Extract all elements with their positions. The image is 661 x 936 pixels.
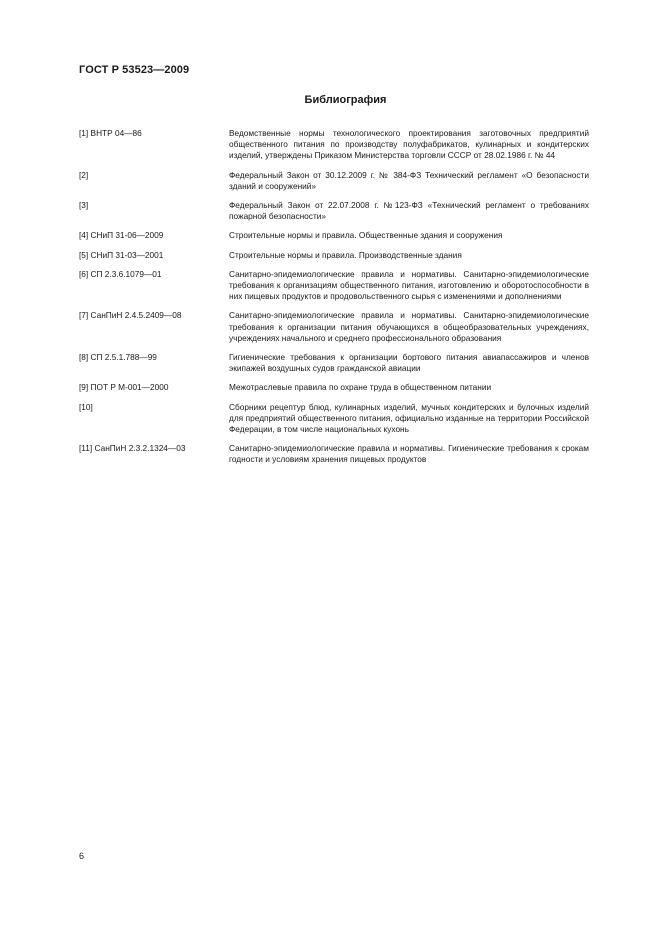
bibliography-description: Ведомственные нормы технологического проектирования заготовочных предприятий общественного питания по производству полуфабрикатов, кулинарных и кондитерских изделий, утверждены Приказом Министерства торговли СССР от 28.02.1986 г. № 44 — [229, 128, 589, 161]
bibliography-entry — [79, 269, 589, 303]
bibliography-description: Санитарно-эпидемиологические правила и нормативы. Санитарно-эпидемиологические требования к организации питания обучающихся в общеобразовательных учреждениях, учреждениях начального и среднего профессионального образования — [229, 310, 589, 343]
bibliography-description: Сборники рецептур блюд, кулинарных изделий, мучных кондитерских и булочных изделий для предприятий общественного питания, официально изданные на территории Российской Федерации, в том числе национальных кухонь — [229, 401, 589, 435]
bibliography-description: Санитарно-эпидемиологические правила и нормативы. Санитарно-эпидемиологические требования к организациям общественного питания, изготовлению и оборотоспособности в них пищевых продуктов и продовольственного сырья с изменениями и дополнениями — [229, 268, 589, 302]
bibliography-description: Федеральный Закон от 30.12.2009 г. № 384-ФЗ Технический регламент «О безопасности зданий и сооружений» — [229, 169, 589, 191]
bibliography-entry — [79, 200, 589, 222]
bibliography-ref: [3] — [79, 200, 89, 211]
bibliography-entry — [79, 310, 589, 344]
bibliography-ref: [2] — [79, 169, 89, 180]
bibliography-ref: [7] СанПиН 2.4.5.2409—08 — [79, 310, 182, 321]
bibliography-entry — [79, 128, 589, 162]
bibliography-ref: [10] — [79, 401, 93, 412]
bibliography-ref: [4] СНиП 31-06—2009 — [79, 230, 164, 241]
document-header: ГОСТ Р 53523—2009 — [79, 64, 190, 76]
bibliography-description: Федеральный Закон от 22.07.2008 г. №123-ФЗ «Технический регламент о требованиях пожарной безопасности» — [229, 200, 589, 222]
bibliography-entry — [79, 382, 589, 393]
bibliography-description: Строительные нормы и правила. Общественные здания и сооружения — [229, 230, 503, 241]
bibliography-ref: [11] СанПиН 2.3.2.1324—03 — [79, 443, 186, 454]
bibliography-entry — [79, 170, 589, 192]
bibliography-ref: [1] ВНТР 04—86 — [79, 128, 142, 138]
bibliography-ref: [5] СНиП 31-03—2001 — [79, 249, 164, 260]
bibliography-entry — [79, 443, 589, 465]
bibliography-entry — [79, 402, 589, 436]
page-number: 6 — [79, 851, 85, 861]
bibliography-description: Строительные нормы и правила. Производственные здания — [229, 249, 462, 260]
bibliography-description: Санитарно-эпидемиологические правила и нормативы. Гигиенические требования к срокам годности и условиям хранения пищевых продуктов — [229, 443, 589, 465]
bibliography-ref: [6] СП 2.3.6.1079—01 — [79, 268, 162, 279]
section-title: Библиография — [304, 94, 387, 106]
bibliography-ref: [9] ПОТ Р М-001—2000 — [79, 382, 169, 393]
bibliography-entry — [79, 352, 589, 374]
bibliography-description: Гигиенические требования к организации бортового питания авиапассажиров и членов экипажей воздушных судов гражданской авиации — [229, 352, 589, 374]
bibliography-entry — [79, 230, 589, 241]
bibliography-description: Межотраслевые правила по охране труда в общественном питании — [229, 382, 492, 393]
bibliography-ref: [8] СП 2.5.1.788—99 — [79, 352, 157, 363]
bibliography-entry — [79, 250, 589, 261]
bibliography-list — [79, 128, 589, 474]
